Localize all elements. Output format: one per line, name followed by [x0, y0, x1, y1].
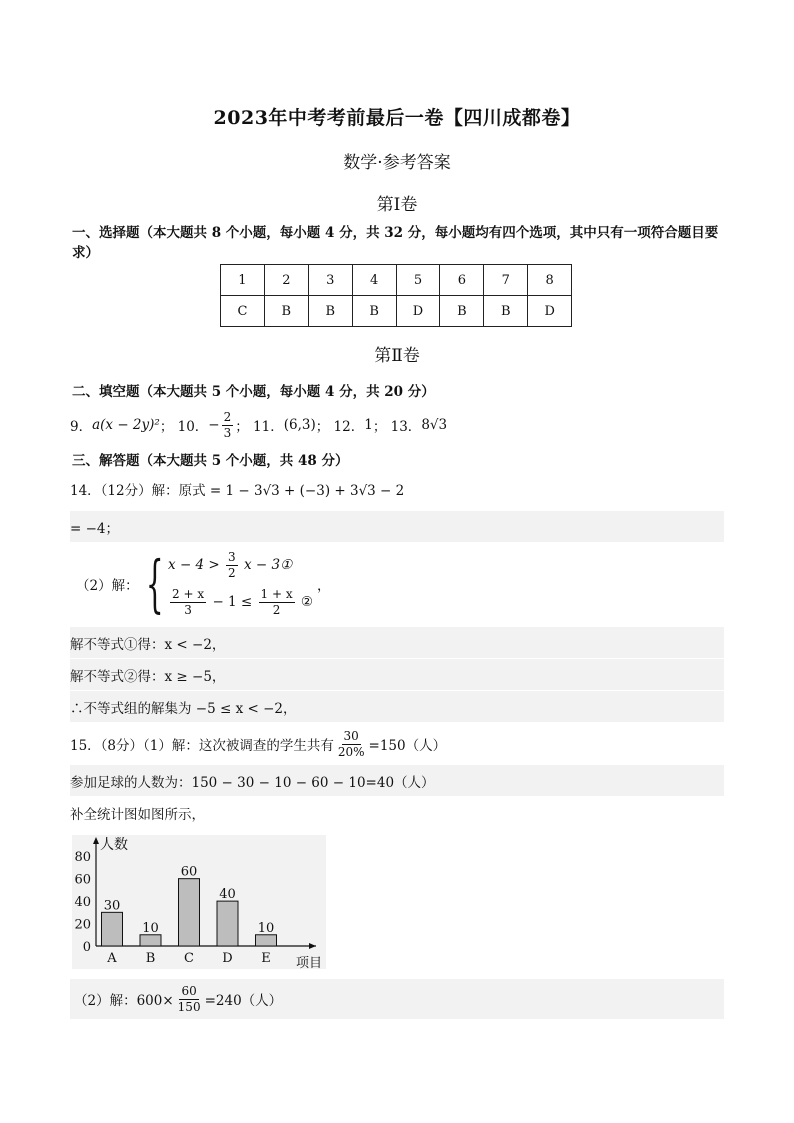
table-cell: 3 — [308, 265, 352, 296]
bar — [256, 935, 277, 946]
q10-sign: − — [208, 417, 220, 433]
q10-denominator: 3 — [223, 425, 232, 440]
section-3-heading: 三、解答题（本大题共 5 个小题，共 48 分） — [72, 453, 349, 469]
x-axis-arrow — [309, 943, 316, 949]
x-tick-label: D — [222, 951, 233, 966]
y-axis-arrow — [93, 837, 99, 844]
inequality-system — [168, 550, 313, 618]
bar — [140, 935, 161, 946]
q10-label: ； 10． — [159, 419, 209, 435]
bar-value-label: 60 — [180, 864, 198, 880]
x-tick-label: C — [184, 951, 194, 966]
q11-answer: (6,3) — [283, 417, 316, 433]
ineq1-lhs: x − 4 > — [168, 557, 225, 573]
q15-line1-pre: 15．（8分）（1）解：这次被调查的学生共有 — [70, 738, 334, 754]
y-tick-label: 20 — [74, 917, 91, 933]
q12-label: ； 12． — [315, 419, 365, 435]
q15-line-3: 补全统计图如图所示， — [70, 806, 205, 823]
ineq2-numerator-1: 2 + x — [172, 587, 205, 601]
q10-numerator: 2 — [223, 409, 232, 424]
q15-line1-post: =150（人） — [368, 738, 447, 754]
page-title: 2023年中考考前最后一卷【四川成都卷】 — [213, 107, 581, 129]
ineq2-fraction-2 — [259, 587, 295, 618]
brace-symbol: { — [145, 547, 164, 620]
q10-fraction — [222, 410, 234, 441]
x-tick-label: A — [107, 951, 117, 966]
y-tick-label: 40 — [74, 895, 91, 911]
ineq1-tail: x − 3① — [243, 557, 293, 573]
bar-chart — [72, 835, 326, 969]
table-cell: 5 — [396, 265, 440, 296]
answer-table — [220, 264, 572, 327]
q12-answer: 1 — [364, 417, 373, 433]
q14-part2-label: （2）解： — [76, 578, 139, 594]
x-axis-label: 项目 — [296, 956, 323, 969]
table-cell: 4 — [352, 265, 396, 296]
bar — [217, 901, 238, 946]
q14-comma: ， — [317, 578, 331, 594]
q14-line-2: = −4； — [70, 511, 724, 542]
q14-line-1: 14．（12分）解：原式 = 1 − 3√3 + (−3) + 3√3 − 2 — [70, 483, 405, 499]
x-tick-label: B — [145, 951, 156, 966]
y-tick-label: 60 — [74, 872, 91, 888]
q15-fraction — [336, 729, 367, 760]
table-cell: B — [440, 296, 484, 327]
bar-value-label: 10 — [257, 920, 275, 936]
ineq2-denominator-1: 3 — [184, 603, 192, 617]
inequality-2 — [168, 587, 313, 618]
ineq2-numerator-2: 1 + x — [260, 587, 293, 601]
bar — [102, 912, 123, 946]
table-cell: C — [221, 296, 265, 327]
y-axis-label: 人数 — [100, 837, 128, 853]
q11-label: ； 11． — [235, 419, 284, 435]
table-cell: B — [352, 296, 396, 327]
bar — [179, 879, 200, 946]
table-cell: 1 — [221, 265, 265, 296]
ineq2-fraction-1 — [170, 587, 206, 618]
q13-answer: 8√3 — [421, 417, 448, 433]
bar-chart-container — [72, 835, 326, 969]
volume-1-heading: 第Ⅰ卷 — [376, 195, 418, 215]
q13-label: ； 13． — [372, 419, 422, 435]
y-tick-label: 0 — [82, 940, 91, 955]
section-2-heading: 二、填空题（本大题共 5 个小题，每小题 4 分，共 20 分） — [72, 384, 435, 400]
volume-2-heading: 第Ⅱ卷 — [374, 346, 420, 366]
fill-in-answers — [70, 410, 724, 440]
q15-part2-numerator: 60 — [181, 983, 197, 998]
q15-numerator: 30 — [343, 728, 359, 743]
inequality-1 — [168, 550, 313, 581]
q9-label: 9． — [70, 419, 93, 435]
page-subtitle: 数学·参考答案 — [343, 153, 451, 173]
section-1-heading: 一、选择题（本大题共 8 个小题，每小题 4 分，共 32 分，每小题均有四个选项，其中只有一项符合题目要求） — [72, 225, 719, 261]
answer-table-number-row — [221, 265, 572, 296]
q15-line-2: 参加足球的人数为：150 − 30 − 10 − 60 − 10=40（人） — [70, 765, 724, 796]
ineq1-numerator: 3 — [228, 550, 236, 564]
table-cell: D — [528, 296, 572, 327]
q14-solution-1: 解不等式①得：x < −2， — [70, 627, 724, 658]
bar-value-label: 40 — [219, 887, 236, 903]
bar-value-label: 10 — [142, 920, 159, 936]
ineq2-tail: ② — [300, 594, 314, 610]
table-cell: B — [308, 296, 352, 327]
y-tick-label: 80 — [74, 850, 91, 866]
table-cell: D — [396, 296, 440, 327]
table-cell: B — [484, 296, 528, 327]
table-cell: 2 — [264, 265, 308, 296]
q15-part2-post: =240（人） — [204, 993, 283, 1009]
q9-answer: a(x − 2y)² — [92, 417, 160, 433]
table-cell: 6 — [440, 265, 484, 296]
q15-part-2 — [70, 979, 724, 1019]
q15-part2-denominator: 150 — [177, 999, 201, 1014]
q15-part2-pre: （2）解：600× — [74, 993, 174, 1009]
q14-part-2 — [70, 544, 724, 624]
q14-solution-3: ∴不等式组的解集为 −5 ≤ x < −2， — [70, 691, 724, 722]
bar-value-label: 30 — [103, 898, 121, 914]
ineq1-fraction — [226, 550, 238, 581]
answer-table-answer-row — [221, 296, 572, 327]
q14-solution-2: 解不等式②得：x ≥ −5， — [70, 659, 724, 690]
ineq2-denominator-2: 2 — [272, 603, 281, 617]
table-cell: B — [264, 296, 308, 327]
ineq2-middle: − 1 ≤ — [212, 594, 257, 610]
q15-denominator: 20% — [337, 744, 365, 759]
table-cell: 7 — [484, 265, 528, 296]
q15-part2-fraction — [176, 984, 203, 1015]
x-tick-label: E — [261, 951, 271, 966]
table-cell: 8 — [528, 265, 572, 296]
q15-line-1 — [70, 725, 724, 763]
ineq1-denominator: 2 — [228, 566, 236, 580]
